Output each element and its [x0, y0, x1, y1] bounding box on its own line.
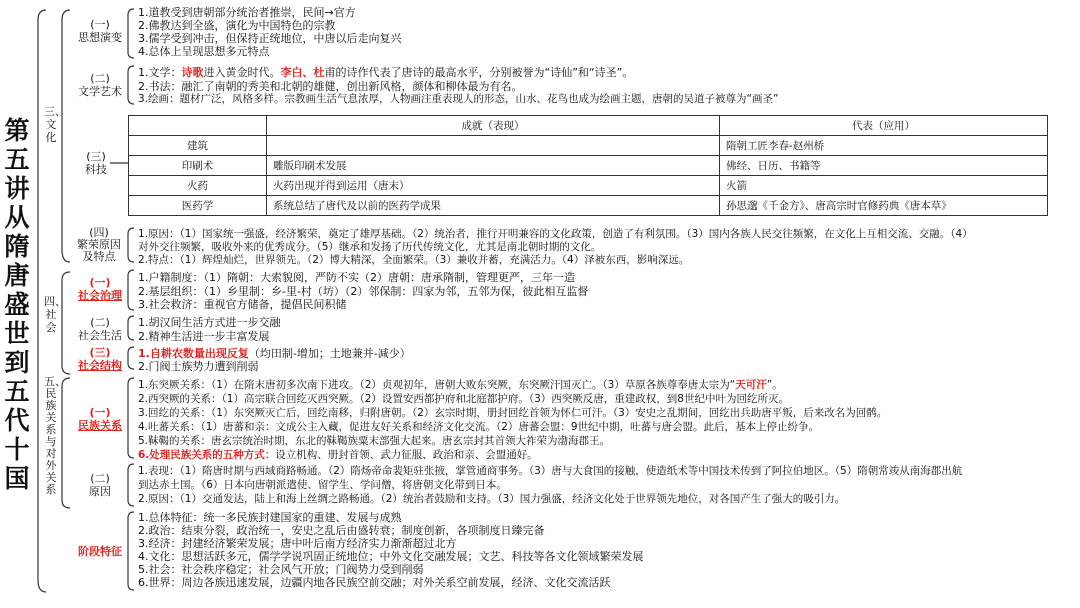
table-row: [129, 196, 1048, 216]
tech-rep: 佛经、日历、书籍等: [720, 156, 1048, 176]
tech-achievement: 系统总结了唐代及以前的医药学成果: [267, 196, 720, 216]
thought-line-3: 3.儒学受到冲击，但保持正统地位，中唐以后走向复兴: [138, 32, 402, 45]
arts-label: (二) 文学艺术: [78, 72, 122, 98]
prosperity-line-3: 2.特点：（1）辉煌灿烂，世界领先。（2）博大精深，全面繁荣。（3）兼收并蓄，充满活力。（4）泽被东西，影响深远。: [138, 254, 690, 266]
thought-line-2: 2.佛教达到全盛，演化为中国特色的宗教: [138, 19, 336, 32]
section-culture: 三、文化: [44, 105, 66, 144]
prosperity-line-1: 1.原因：（1）国家统一强盛，经济繁荣，奠定了雄厚基础。（2）统治者，推行开明兼容的文化政策，创造了有利氛围。（3）国内各族人民交往频繁，在文化上互相交流、交融。（4）: [138, 228, 973, 240]
governance-label: (一) 社会治理: [78, 276, 122, 302]
reasons-line-3: 2.原因：（1）交通发达，陆上和海上丝绸之路畅通。（2）统治者鼓励和支持。（3）国力强盛，经济文化处于世界领先地位，对各国产生了强大的吸引力。: [138, 493, 846, 505]
tech-field: 建筑: [129, 136, 267, 156]
structure-label: (三) 社会结构: [78, 346, 122, 372]
reasons-line-1: 1.表现：（1）隋唐时期与西域商路畅通。（2）隋炀帝命裴矩驻张掖，掌管通商事务。（3）唐与大食国的接触，使造纸术等中国技术传到了阿拉伯地区。（5）隋朝常竣从南海郡出航: [138, 465, 963, 477]
governance-line-1: 1.户籍制度：（1）隋朝：大索貌阅，严防不实（2）唐朝：唐承隋制，管理更严，三年一造: [138, 271, 575, 284]
page-title: 第五讲 从隋唐盛世到五代十国: [4, 116, 30, 493]
structure-line-1: 1.自耕农数量出现反复（均田制-增加；土地兼并-减少）: [138, 347, 411, 360]
section-ethnic: 五、民族关系与对外关系: [44, 375, 66, 496]
thought-line-4: 4.总体上呈现思想多元特点: [138, 45, 270, 58]
tech-label: (三) 科技: [85, 150, 107, 176]
life-line-1: 1.胡汉间生活方式进一步交融: [138, 316, 281, 329]
tech-field: 医药学: [129, 196, 267, 216]
prosperity-label: (四) 繁荣原因 及特点: [77, 226, 121, 263]
stage-line-6: 6.世界：周边各族迅速发展，边疆内地各民族空前交融；对外关系空前发展，经济、文化交流活跃: [138, 576, 611, 589]
stage-label: 阶段特征: [78, 545, 122, 558]
tech-header-achievement: 成就（表现）: [267, 116, 720, 136]
life-label: (二) 社会生活: [78, 316, 122, 342]
stage-line-5: 5.社会：社会秩序稳定；社会风气开放；门阀势力受到削弱: [138, 563, 424, 576]
governance-line-3: 3.社会救济：重视官方储备，提倡民间积储: [138, 298, 347, 311]
governance-line-2: 2.基层组织：（1）乡里制：乡-里-村（坊）（2）邻保制：四家为邻，五邻为保，彼此相互监督: [138, 285, 589, 298]
table-row: [129, 136, 1048, 156]
arts-line-1: 1.文学：诗歌进入黄金时代。李白、杜甫的诗作代表了唐诗的最高水平，分别被誉为“诗仙”和“诗圣”。: [138, 66, 634, 79]
tech-header-rep: 代表（应用）: [720, 116, 1048, 136]
tech-rep: 孙思邈《千金方》、唐高宗时官修药典《唐本草》: [720, 196, 1048, 216]
thought-line-1: 1.道教受到唐朝部分统治者推崇，民间→官方: [138, 6, 356, 19]
relations-line-4: 4.吐蕃关系：（1）唐蕃和亲：文成公主入藏，促进友好关系和经济文化交流。（2）唐蕃会盟：9世纪中期，吐蕃与唐会盟。此后，基本上停止纷争。: [138, 421, 820, 433]
structure-line-2: 2.门阀士族势力遭到削弱: [138, 360, 259, 373]
relations-line-2: 2.西突厥的关系：（1）高宗联合回纥灭西突厥。（2）设置安西都护府和北庭都护府。（3）西突厥反唐，重建政权，到8世纪中叶为回纥所灭。: [138, 393, 789, 405]
relations-line-1: 1.东突厥关系：（1）在隋末唐初多次南下进攻。（2）贞观初年，唐朝大败东突厥，东突厥汗国灭亡。（3）草原各族尊奉唐太宗为“天可汗”。: [138, 379, 783, 391]
stage-line-4: 4.文化：思想活跃多元，儒学学说巩固正统地位；中外文化交融发展；文艺、科技等各文化领域繁荣发展: [138, 550, 644, 563]
tech-rep: 隋朝工匠李春-赵州桥: [720, 136, 1048, 156]
reasons-line-2: 到达赤土国。（6）日本向唐朝派遣使、留学生、学问僧，将唐朝文化带到日本。: [138, 479, 507, 491]
tech-field: 火药: [129, 176, 267, 196]
relations-line-6: 6.处理民族关系的五种方式：设立机构、册封首领、武力征服、政治和亲、会盟通好。: [138, 449, 538, 461]
tech-field: 印刷术: [129, 156, 267, 176]
table-row: [129, 156, 1048, 176]
relations-line-3: 3.回纥的关系：（1）东突厥灭亡后，回纥南移，归附唐朝。（2）玄宗时期，册封回纥首领为怀仁可汗。（3）安史之乱期间，回纥出兵助唐平叛，后来改名为回鹘。: [138, 407, 888, 419]
table-row: [129, 176, 1048, 196]
tech-table: [128, 115, 1048, 216]
tech-rep: 火箭: [720, 176, 1048, 196]
tech-achievement: 雕版印刷术发展: [267, 156, 720, 176]
tech-achievement: 火药出现并得到运用（唐末）: [267, 176, 720, 196]
thought-label: (一) 思想演变: [78, 18, 122, 44]
stage-line-3: 3.经济：封建经济繁荣发展；唐中叶后南方经济实力渐渐超过北方: [138, 537, 457, 550]
prosperity-line-2: 对外交往频繁，吸收外来的优秀成分。（5）继承和发扬了历代传统文化，尤其是南北朝时期的文化。: [138, 241, 602, 253]
tech-achievement: [267, 136, 720, 156]
relations-line-5: 5.靺鞨的关系：唐玄宗统治时期，东北的靺鞨族粟末部强大起来。唐玄宗封其首领大祚荣为渤海郡王。: [138, 435, 611, 447]
section-society: 四、社会: [44, 295, 66, 334]
arts-line-3: 3.绘画：题材广泛，风格多样。宗教画生活气息浓厚，人物画注重表现人的形态，山水、花鸟也成为绘画主题，唐朝的吴道子被尊为“画圣”: [138, 93, 779, 105]
tech-table-header: [129, 116, 1048, 136]
relations-label: (一) 民族关系: [78, 406, 122, 432]
life-line-2: 2.精神生活进一步丰富发展: [138, 330, 270, 343]
reasons-label: (二) 原因: [89, 472, 111, 498]
stage-line-1: 1.总体特征：统一多民族封建国家的重建、发展与成熟: [138, 511, 402, 524]
arts-line-2: 2.书法：融汇了南朝的秀美和北朝的雄健，创出新风格，颜体和柳体最为有名。: [138, 80, 523, 93]
stage-line-2: 2.政治：结束分裂，政治统一，安史之乱后由盛转衰；制度创新，各项制度日臻完备: [138, 524, 545, 537]
